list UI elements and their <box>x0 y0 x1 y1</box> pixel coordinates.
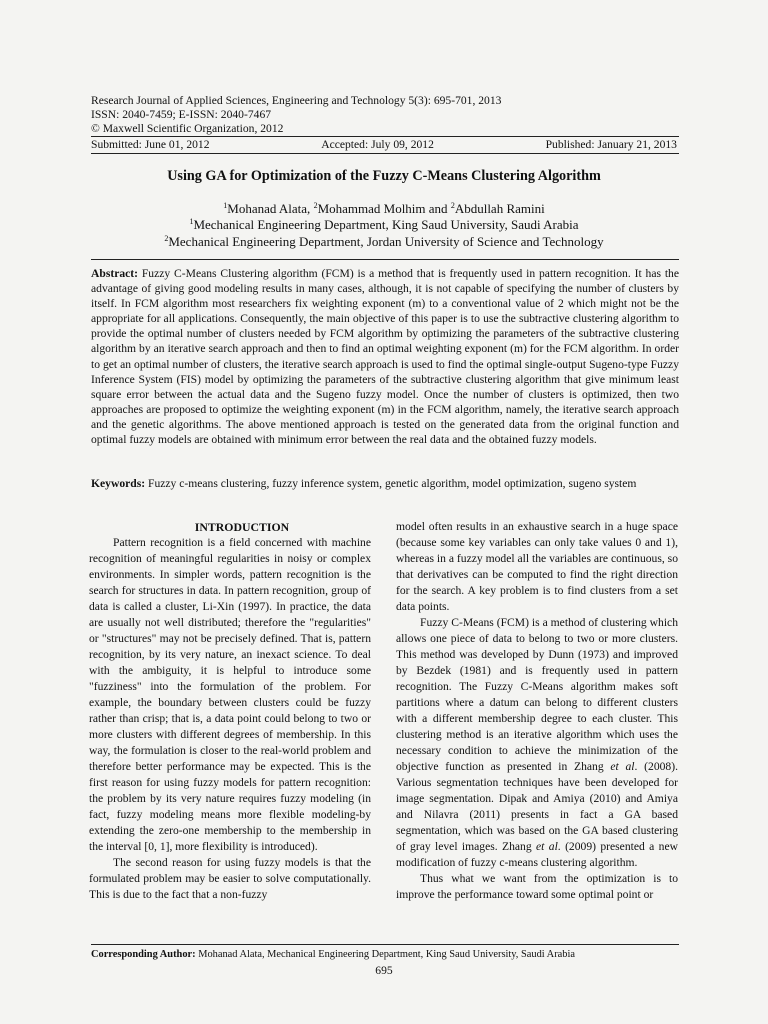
right-paragraph-1: model often results in an exhaustive search in a huge space (because some key variables can only take values 0 and 1), whereas in a fuzzy model all the variables are continuous, so that derivatives can be computed to find the right direction for the search. A key problem is to find clusters from a set data points. <box>396 520 678 613</box>
paper-title: Using GA for Optimization of the Fuzzy C-Means Clustering Algorithm <box>167 168 601 184</box>
aff2-text: Mechanical Engineering Department, Jordan University of Science and Technology <box>168 234 604 249</box>
published-date: Published: January 21, 2013 <box>545 138 677 151</box>
et-al-2: et al <box>536 840 558 853</box>
intro-paragraph-2: The second reason for using fuzzy models is that the formulated problem may be easier to solve computationally. This is due to the fact that a non-fuzzy <box>89 856 371 901</box>
aff1-text: Mechanical Engineering Department, King Saud University, Saudi Arabia <box>193 217 579 232</box>
corresponding-author-label: Corresponding Author: <box>91 949 196 960</box>
accepted-date: Accepted: July 09, 2012 <box>321 138 434 151</box>
issn-line: ISSN: 2040-7459; E-ISSN: 2040-7467 <box>91 108 272 121</box>
aff2-sup: 2 <box>164 234 169 243</box>
abstract <box>91 266 679 447</box>
keywords <box>91 476 679 491</box>
page-number: 695 <box>375 964 393 977</box>
footer-rule <box>91 944 679 945</box>
header-rule-top <box>91 136 679 137</box>
journal-line: Research Journal of Applied Sciences, Engineering and Technology 5(3): 695-701, 2013 <box>91 94 502 107</box>
section-heading-introduction: INTRODUCTION <box>194 520 290 534</box>
author2-sup: 2 <box>313 201 318 210</box>
header-rule-bottom <box>91 153 679 154</box>
right-column <box>396 519 678 903</box>
corresponding-author <box>91 949 575 960</box>
submitted-date: Submitted: June 01, 2012 <box>91 138 210 151</box>
dates-row <box>91 138 677 151</box>
abstract-label: Abstract: <box>91 267 139 280</box>
author1-sup: 1 <box>223 201 228 210</box>
fcm-text-a: Fuzzy C-Means (FCM) is a method of clustering which allows one piece of data to belong to two or more clusters. This method was developed by Dunn (1973) and improved by Bezdek (1981) and is frequently used in pattern recognition. The Fuzzy C-Means algorithm makes soft partitions where a datum can belong to different clusters with a different membership degree to each cluster. This clustering method is an iterative algorithm which uses the necessary condition to achieve the minimization of the objective function as presented in Zhang <box>396 616 678 773</box>
abstract-rule <box>91 259 679 260</box>
abstract-text: Fuzzy C-Means Clustering algorithm (FCM) is a method that is frequently used in pattern recognition. It has the advantage of giving good modeling results in many cases, although, it is not capable of specifying the number of clusters by itself. In FCM algorithm most researchers fix weighting exponent (m) to a conventional value of 2 which might not be the appropriate for all applications. Consequently, the main objective of this paper is to use the subtractive clustering algorithm to provide the optimal number of clusters needed by FCM algorithm by optimizing the parameters of the subtractive clustering algorithm by an iterative search approach and then to find an optimal weighting exponent (m) for the FCM algorithm. In order to get an optimal number of clusters, the iterative search approach is used to find the optimal single-output Sugeno-type Fuzzy Inference System (FIS) model by optimizing the parameters of the subtractive clustering algorithm that give minimum least square error between the actual data and the Sugeno fuzzy model. Once the number of clusters is optimized, then two approaches are proposed to optimize the weighting exponent (m) in the FCM algorithm, namely, the iterative search approach and the genetic algorithms. The above mentioned approach is tested on the generated data from the original function and optimal fuzzy models are obtained with minimum error between the real data and the obtained fuzzy models. <box>91 267 679 447</box>
fcm-text-c: . (2009) presented a new modification of fuzzy c-means clustering algorithm. <box>396 840 678 869</box>
corresponding-author-text: Mohanad Alata, Mechanical Engineering Department, King Saud University, Saudi Arabia <box>195 949 575 960</box>
aff1-sup: 1 <box>189 217 194 226</box>
affiliation-2 <box>0 233 768 251</box>
et-al-1: et al <box>610 760 635 773</box>
left-column <box>89 519 371 903</box>
right-paragraph-3: Thus what we want from the optimization is to improve the performance toward some optimal point or <box>396 872 678 901</box>
copyright-line: © Maxwell Scientific Organization, 2012 <box>91 122 284 135</box>
affiliation-1 <box>0 216 768 234</box>
right-paragraph-2 <box>396 615 678 871</box>
author-2: Mohammad Molhim and <box>317 201 451 216</box>
author-1: Mohanad Alata, <box>227 201 314 216</box>
author-3: Abdullah Ramini <box>454 201 545 216</box>
author3-sup: 2 <box>450 201 455 210</box>
fcm-text-b: . (2008). Various segmentation techniques have been developed for image segmentation. Dipak and Amiya (2010) and Amiya and Nilavra (2011) presents in fact a GA based segmentation, which was based on the GA based clustering of gray level images. Zhang <box>396 760 678 853</box>
intro-paragraph-1: Pattern recognition is a field concerned with machine recognition of meaningful regularities in noisy or complex environments. In simpler words, pattern recognition is the search for structures in data. In pattern recognition, group of data is called a cluster, Li-Xin (1997). In practice, the data are usually not well distributed; therefore the "regularities" or "structures" may not be precisely defined. That is, pattern recognition, by its very nature, an inexact science. To deal with the ambiguity, it is helpful to introduce some "fuzziness" into the formulation of the problem. For example, the boundary between clusters could be fuzzy rather than crisp; that is, a data point could belong to two or more clusters with different degrees of membership. In this way, the formulation is closer to the real-world problem and therefore better performance may be expected. This is the first reason for using fuzzy models for pattern recognition: the problem by its very nature requires fuzzy modeling (in fact, fuzzy modeling means more flexible modeling-by extending the zero-one membership to the membership in the interval [0, 1], more flexibility is introduced). <box>89 536 371 853</box>
keywords-label: Keywords: <box>91 477 146 490</box>
keywords-text: Fuzzy c-means clustering, fuzzy inference system, genetic algorithm, model optimization, sugeno system <box>145 477 637 490</box>
